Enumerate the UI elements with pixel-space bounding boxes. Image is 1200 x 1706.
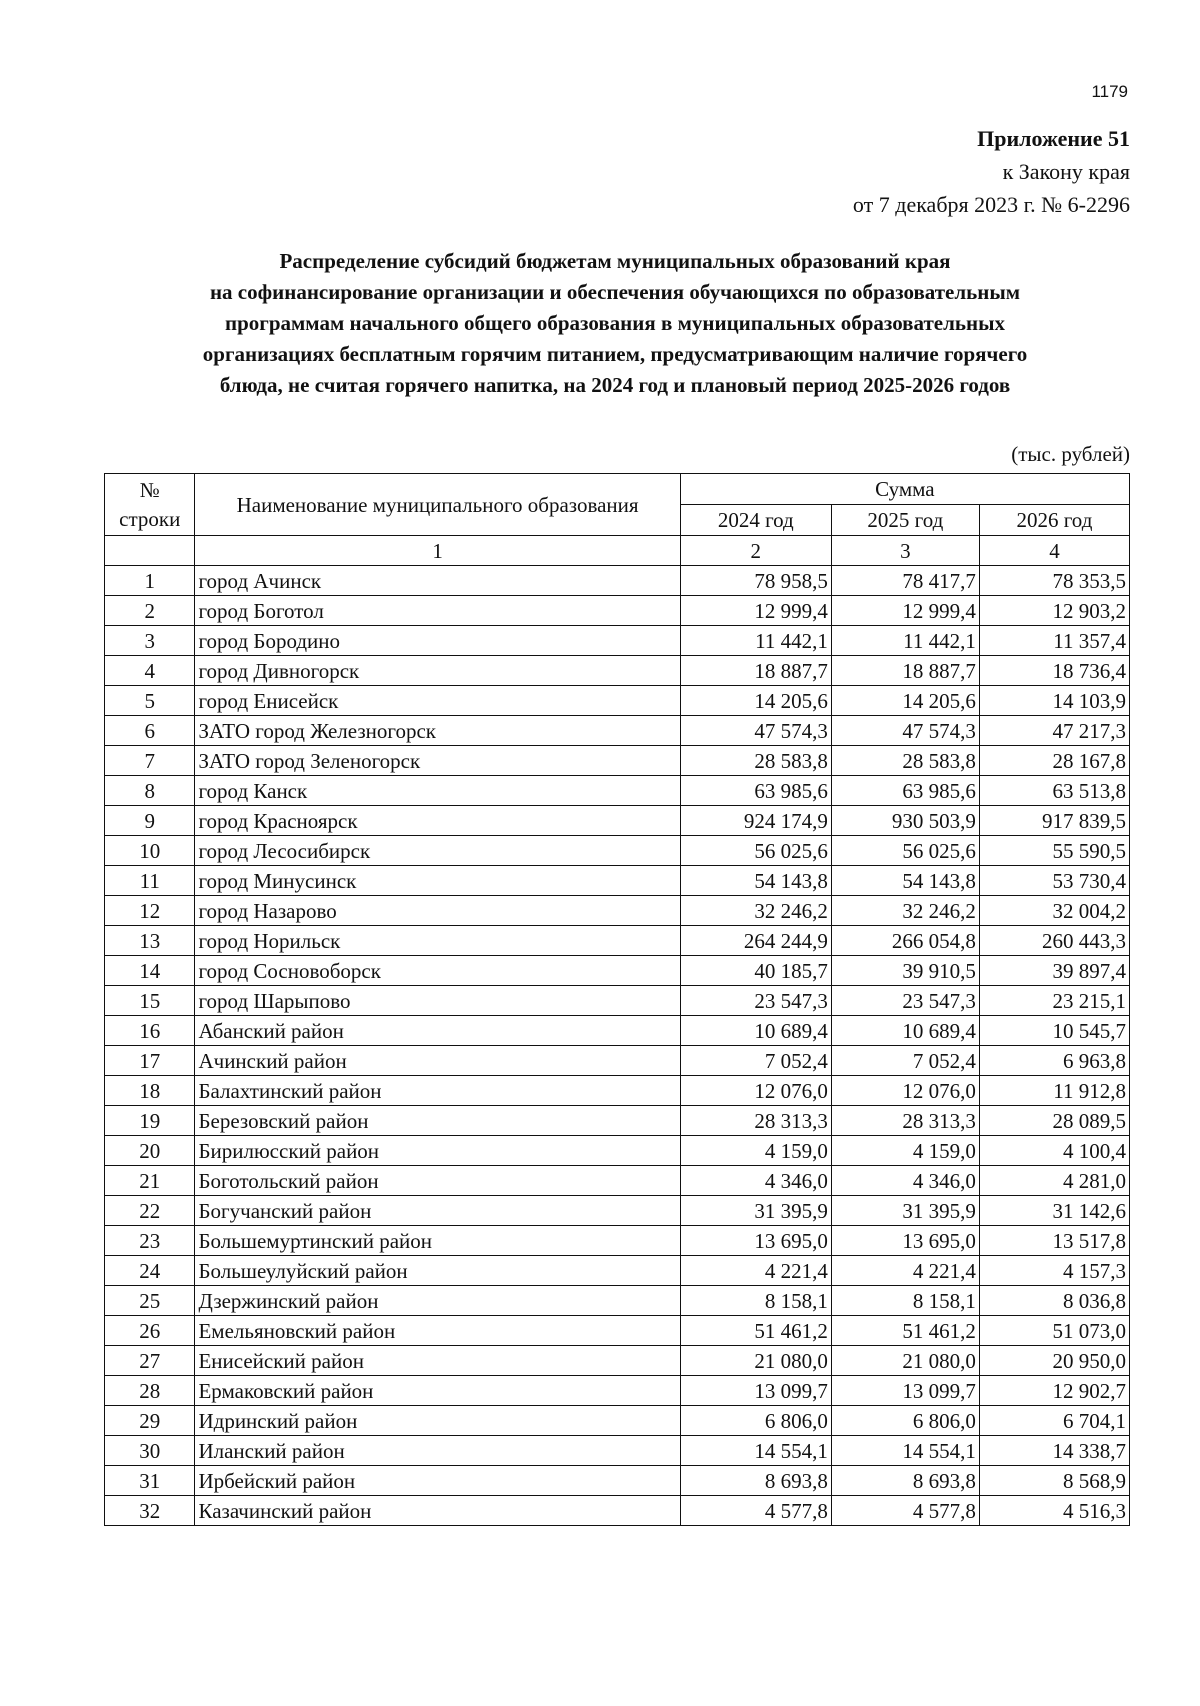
municipality-name-cell: Ачинский район — [195, 1046, 680, 1076]
table-row — [105, 1076, 1130, 1106]
amount-2026-cell: 55 590,5 — [979, 836, 1129, 866]
amount-2025-cell: 63 985,6 — [831, 776, 979, 806]
row-number-cell: 7 — [105, 746, 195, 776]
amount-2024-cell: 32 246,2 — [680, 896, 831, 926]
row-number-cell: 16 — [105, 1016, 195, 1046]
municipality-name-cell: город Шарыпово — [195, 986, 680, 1016]
municipality-name-cell: Дзержинский район — [195, 1286, 680, 1316]
municipality-name-cell: Ермаковский район — [195, 1376, 680, 1406]
row-number-cell: 22 — [105, 1196, 195, 1226]
table-row — [105, 776, 1130, 806]
amount-2026-cell: 18 736,4 — [979, 656, 1129, 686]
amount-2024-cell: 14 205,6 — [680, 686, 831, 716]
municipality-name-cell: Иланский район — [195, 1436, 680, 1466]
table-row — [105, 686, 1130, 716]
municipality-name-cell: Балахтинский район — [195, 1076, 680, 1106]
amount-2024-cell: 13 695,0 — [680, 1226, 831, 1256]
amount-2026-cell: 32 004,2 — [979, 896, 1129, 926]
column-number-blank — [105, 536, 195, 566]
municipality-name-cell: город Канск — [195, 776, 680, 806]
amount-2026-cell: 31 142,6 — [979, 1196, 1129, 1226]
municipality-name-cell: город Красноярск — [195, 806, 680, 836]
municipality-name-cell: город Норильск — [195, 926, 680, 956]
amount-2024-cell: 40 185,7 — [680, 956, 831, 986]
row-number-cell: 4 — [105, 656, 195, 686]
amount-2024-cell: 78 958,5 — [680, 566, 831, 596]
title-line: Распределение субсидий бюджетам муниципальных образований края — [279, 249, 951, 273]
amount-2024-cell: 12 076,0 — [680, 1076, 831, 1106]
amount-2024-cell: 47 574,3 — [680, 716, 831, 746]
amount-2026-cell: 260 443,3 — [979, 926, 1129, 956]
amount-2024-cell: 54 143,8 — [680, 866, 831, 896]
amount-2026-cell: 8 568,9 — [979, 1466, 1129, 1496]
amount-2025-cell: 8 693,8 — [831, 1466, 979, 1496]
table-row — [105, 1496, 1130, 1526]
page-number: 1179 — [1091, 82, 1128, 101]
appendix-law-reference: к Закону края — [1002, 159, 1130, 184]
appendix-title: Приложение 51 — [977, 126, 1130, 151]
table-row — [105, 596, 1130, 626]
amount-2024-cell: 4 577,8 — [680, 1496, 831, 1526]
row-number-cell: 27 — [105, 1346, 195, 1376]
amount-2024-cell: 28 583,8 — [680, 746, 831, 776]
row-number-cell: 11 — [105, 866, 195, 896]
table-row — [105, 1376, 1130, 1406]
municipality-name-cell: Енисейский район — [195, 1346, 680, 1376]
municipality-name-cell: город Енисейск — [195, 686, 680, 716]
table-row — [105, 1106, 1130, 1136]
municipality-name-cell: Абанский район — [195, 1016, 680, 1046]
row-number-cell: 26 — [105, 1316, 195, 1346]
amount-2024-cell: 31 395,9 — [680, 1196, 831, 1226]
title-line: на софинансирование организации и обеспечения обучающихся по образовательным — [209, 280, 1021, 304]
amount-2024-cell: 63 985,6 — [680, 776, 831, 806]
header-year-2024: 2024 год — [680, 505, 831, 536]
row-number-cell: 17 — [105, 1046, 195, 1076]
table-header-row — [105, 474, 1130, 505]
amount-2025-cell: 47 574,3 — [831, 716, 979, 746]
amount-2026-cell: 51 073,0 — [979, 1316, 1129, 1346]
municipality-name-cell: ЗАТО город Железногорск — [195, 716, 680, 746]
amount-2025-cell: 14 205,6 — [831, 686, 979, 716]
municipality-name-cell: Казачинский район — [195, 1496, 680, 1526]
table-row — [105, 1226, 1130, 1256]
title-line: программам начального общего образования в муниципальных образовательных — [225, 311, 1005, 335]
unit-label: (тыс. рублей) — [1011, 442, 1130, 466]
row-number-cell: 1 — [105, 566, 195, 596]
row-number-cell: 29 — [105, 1406, 195, 1436]
amount-2025-cell: 51 461,2 — [831, 1316, 979, 1346]
amount-2024-cell: 264 244,9 — [680, 926, 831, 956]
table-row — [105, 866, 1130, 896]
amount-2025-cell: 12 076,0 — [831, 1076, 979, 1106]
amount-2026-cell: 28 167,8 — [979, 746, 1129, 776]
column-number: 3 — [831, 536, 979, 566]
amount-2025-cell: 18 887,7 — [831, 656, 979, 686]
amount-2026-cell: 20 950,0 — [979, 1346, 1129, 1376]
municipality-name-cell: Березовский район — [195, 1106, 680, 1136]
municipality-name-cell: Богучанский район — [195, 1196, 680, 1226]
header-municipality-name: Наименование муниципального образования — [195, 474, 680, 536]
amount-2026-cell: 4 157,3 — [979, 1256, 1129, 1286]
row-number-cell: 8 — [105, 776, 195, 806]
row-number-cell: 28 — [105, 1376, 195, 1406]
amount-2025-cell: 39 910,5 — [831, 956, 979, 986]
row-number-cell: 32 — [105, 1496, 195, 1526]
appendix-law-date: от 7 декабря 2023 г. № 6-2296 — [852, 192, 1130, 217]
amount-2024-cell: 8 158,1 — [680, 1286, 831, 1316]
row-number-cell: 6 — [105, 716, 195, 746]
amount-2025-cell: 930 503,9 — [831, 806, 979, 836]
amount-2026-cell: 6 704,1 — [979, 1406, 1129, 1436]
amount-2025-cell: 266 054,8 — [831, 926, 979, 956]
amount-2026-cell: 13 517,8 — [979, 1226, 1129, 1256]
amount-2025-cell: 6 806,0 — [831, 1406, 979, 1436]
municipality-name-cell: город Ачинск — [195, 566, 680, 596]
amount-2025-cell: 4 221,4 — [831, 1256, 979, 1286]
amount-2026-cell: 47 217,3 — [979, 716, 1129, 746]
amount-2024-cell: 8 693,8 — [680, 1466, 831, 1496]
table-row — [105, 1346, 1130, 1376]
municipality-name-cell: город Назарово — [195, 896, 680, 926]
table-body — [105, 566, 1130, 1526]
amount-2025-cell: 23 547,3 — [831, 986, 979, 1016]
table-row — [105, 626, 1130, 656]
row-number-cell: 30 — [105, 1436, 195, 1466]
amount-2025-cell: 11 442,1 — [831, 626, 979, 656]
document-title — [100, 246, 1130, 401]
title-line: блюда, не считая горячего напитка, на 2024 год и плановый период 2025-2026 годов — [219, 373, 1011, 397]
table-row — [105, 1046, 1130, 1076]
municipality-name-cell: город Боготол — [195, 596, 680, 626]
amount-2025-cell: 13 099,7 — [831, 1376, 979, 1406]
municipality-name-cell: город Сосновоборск — [195, 956, 680, 986]
amount-2026-cell: 4 281,0 — [979, 1166, 1129, 1196]
municipality-name-cell: Большемуртинский район — [195, 1226, 680, 1256]
amount-2024-cell: 21 080,0 — [680, 1346, 831, 1376]
table-row — [105, 1196, 1130, 1226]
amount-2026-cell: 12 903,2 — [979, 596, 1129, 626]
table-row — [105, 1436, 1130, 1466]
table-row — [105, 1466, 1130, 1496]
table-row — [105, 746, 1130, 776]
amount-2026-cell: 14 103,9 — [979, 686, 1129, 716]
amount-2024-cell: 7 052,4 — [680, 1046, 831, 1076]
amount-2026-cell: 63 513,8 — [979, 776, 1129, 806]
row-number-cell: 18 — [105, 1076, 195, 1106]
amount-2024-cell: 14 554,1 — [680, 1436, 831, 1466]
amount-2024-cell: 51 461,2 — [680, 1316, 831, 1346]
title-line: организациях бесплатным горячим питанием, предусматривающим наличие горячего — [202, 342, 1028, 366]
amount-2024-cell: 12 999,4 — [680, 596, 831, 626]
table-row — [105, 1256, 1130, 1286]
table-row — [105, 836, 1130, 866]
amount-2024-cell: 18 887,7 — [680, 656, 831, 686]
table-row — [105, 566, 1130, 596]
amount-2025-cell: 4 159,0 — [831, 1136, 979, 1166]
amount-2026-cell: 14 338,7 — [979, 1436, 1129, 1466]
header-year-2025: 2025 год — [831, 505, 979, 536]
amount-2024-cell: 10 689,4 — [680, 1016, 831, 1046]
municipality-name-cell: Емельяновский район — [195, 1316, 680, 1346]
subsidy-table — [104, 473, 1130, 1526]
amount-2026-cell: 28 089,5 — [979, 1106, 1129, 1136]
header-year-2026: 2026 год — [979, 505, 1129, 536]
amount-2025-cell: 4 346,0 — [831, 1166, 979, 1196]
amount-2026-cell: 23 215,1 — [979, 986, 1129, 1016]
row-number-cell: 19 — [105, 1106, 195, 1136]
row-number-cell: 24 — [105, 1256, 195, 1286]
amount-2025-cell: 28 313,3 — [831, 1106, 979, 1136]
appendix-block — [853, 122, 1130, 221]
municipality-name-cell: Боготольский район — [195, 1166, 680, 1196]
municipality-name-cell: Идринский район — [195, 1406, 680, 1436]
amount-2024-cell: 11 442,1 — [680, 626, 831, 656]
amount-2025-cell: 14 554,1 — [831, 1436, 979, 1466]
row-number-cell: 15 — [105, 986, 195, 1016]
amount-2025-cell: 56 025,6 — [831, 836, 979, 866]
table-column-numbers-row — [105, 536, 1130, 566]
table-row — [105, 716, 1130, 746]
amount-2026-cell: 78 353,5 — [979, 566, 1129, 596]
municipality-name-cell: город Бородино — [195, 626, 680, 656]
municipality-name-cell: Ирбейский район — [195, 1466, 680, 1496]
row-number-cell: 23 — [105, 1226, 195, 1256]
amount-2026-cell: 11 357,4 — [979, 626, 1129, 656]
amount-2025-cell: 54 143,8 — [831, 866, 979, 896]
municipality-name-cell: ЗАТО город Зеленогорск — [195, 746, 680, 776]
table-row — [105, 896, 1130, 926]
amount-2024-cell: 56 025,6 — [680, 836, 831, 866]
amount-2026-cell: 53 730,4 — [979, 866, 1129, 896]
amount-2025-cell: 31 395,9 — [831, 1196, 979, 1226]
row-number-cell: 13 — [105, 926, 195, 956]
table-row — [105, 1166, 1130, 1196]
amount-2025-cell: 10 689,4 — [831, 1016, 979, 1046]
amount-2024-cell: 13 099,7 — [680, 1376, 831, 1406]
column-number: 2 — [680, 536, 831, 566]
row-number-cell: 12 — [105, 896, 195, 926]
row-number-cell: 14 — [105, 956, 195, 986]
amount-2026-cell: 917 839,5 — [979, 806, 1129, 836]
row-number-cell: 25 — [105, 1286, 195, 1316]
amount-2024-cell: 23 547,3 — [680, 986, 831, 1016]
municipality-name-cell: Большеулуйский район — [195, 1256, 680, 1286]
amount-2025-cell: 4 577,8 — [831, 1496, 979, 1526]
table-row — [105, 1016, 1130, 1046]
municipality-name-cell: город Минусинск — [195, 866, 680, 896]
amount-2026-cell: 10 545,7 — [979, 1016, 1129, 1046]
amount-2024-cell: 924 174,9 — [680, 806, 831, 836]
amount-2024-cell: 4 346,0 — [680, 1166, 831, 1196]
amount-2024-cell: 6 806,0 — [680, 1406, 831, 1436]
amount-2026-cell: 4 100,4 — [979, 1136, 1129, 1166]
municipality-name-cell: город Дивногорск — [195, 656, 680, 686]
amount-2025-cell: 32 246,2 — [831, 896, 979, 926]
row-number-cell: 10 — [105, 836, 195, 866]
amount-2025-cell: 78 417,7 — [831, 566, 979, 596]
amount-2024-cell: 4 221,4 — [680, 1256, 831, 1286]
amount-2026-cell: 6 963,8 — [979, 1046, 1129, 1076]
column-number: 1 — [195, 536, 680, 566]
amount-2025-cell: 28 583,8 — [831, 746, 979, 776]
row-number-cell: 9 — [105, 806, 195, 836]
amount-2026-cell: 11 912,8 — [979, 1076, 1129, 1106]
amount-2024-cell: 28 313,3 — [680, 1106, 831, 1136]
column-number: 4 — [979, 536, 1129, 566]
table-row — [105, 986, 1130, 1016]
row-number-cell: 21 — [105, 1166, 195, 1196]
header-sum: Сумма — [680, 474, 1129, 505]
amount-2024-cell: 4 159,0 — [680, 1136, 831, 1166]
amount-2025-cell: 21 080,0 — [831, 1346, 979, 1376]
amount-2026-cell: 4 516,3 — [979, 1496, 1129, 1526]
table-row — [105, 956, 1130, 986]
amount-2025-cell: 7 052,4 — [831, 1046, 979, 1076]
row-number-cell: 31 — [105, 1466, 195, 1496]
row-number-cell: 3 — [105, 626, 195, 656]
table-row — [105, 926, 1130, 956]
table-row — [105, 1286, 1130, 1316]
row-number-cell: 5 — [105, 686, 195, 716]
table-row — [105, 1136, 1130, 1166]
header-row-number: № строки — [105, 474, 195, 536]
table-row — [105, 1316, 1130, 1346]
row-number-cell: 2 — [105, 596, 195, 626]
row-number-cell: 20 — [105, 1136, 195, 1166]
municipality-name-cell: город Лесосибирск — [195, 836, 680, 866]
table-row — [105, 656, 1130, 686]
table-row — [105, 806, 1130, 836]
amount-2025-cell: 12 999,4 — [831, 596, 979, 626]
amount-2026-cell: 8 036,8 — [979, 1286, 1129, 1316]
table-row — [105, 1406, 1130, 1436]
municipality-name-cell: Бирилюсский район — [195, 1136, 680, 1166]
amount-2025-cell: 8 158,1 — [831, 1286, 979, 1316]
amount-2026-cell: 39 897,4 — [979, 956, 1129, 986]
amount-2026-cell: 12 902,7 — [979, 1376, 1129, 1406]
amount-2025-cell: 13 695,0 — [831, 1226, 979, 1256]
